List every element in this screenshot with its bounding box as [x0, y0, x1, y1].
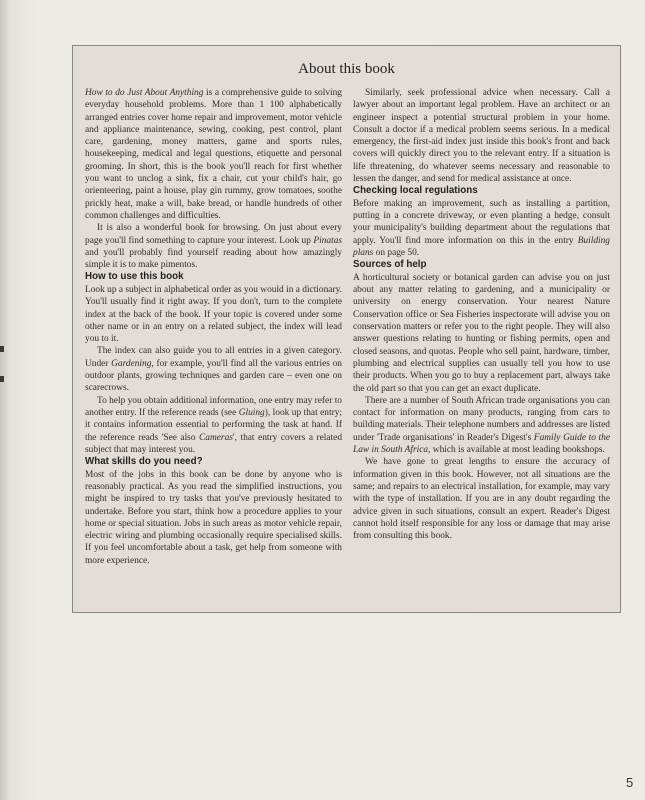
- lookup-paragraph: Look up a subject in alphabetical order as you would in a dictionary. You'll usually find it right away. If you don't, turn to the complete index at the back of the book. If your topic is covered under some other name or in an entry on a related subject, the index will lead you to it.: [85, 284, 342, 345]
- disclaimer-paragraph: We have gone to great lengths to ensure the accuracy of information given in this book. However, not all situations are the same; and repairs to an electrical installation, for example, may vary with the type of installation. If you are in any doubt regarding the advice given in such situations, consult an expert. Reader's Digest cannot hold itself responsible for any loss or damage that may arise from consulting this book.: [353, 457, 610, 542]
- binding-edge-marks: [0, 346, 5, 386]
- heading-sources-of-help: Sources of help: [353, 259, 427, 271]
- sources-paragraph: A horticultural society or botanical garden can advise you on just about any matter relating to gardening, and a municipality or university on energy conservation. Your nearest Nature Conservation office or Sea Fisheries inspectorate will advise you on conservation matters or refer you to the right people. They will also answer questions relating to hunting or fishing permits, open and closed seasons, and quotas. People who sell paint, hardware, timber, plumbing and electrical supplies can usually tell you how to use their products. When you go to buy a replacement part, always take the old part so that you can get an exact duplicate.: [353, 272, 610, 394]
- index-paragraph: The index can also guide you to all entries in a given category. Under Gardening, for example, you'll find all the various entries on outdoor plants, growing techniques and garden care – even one on scarecrows.: [85, 346, 342, 394]
- right-column: [353, 87, 610, 542]
- professional-advice-paragraph: Similarly, seek professional advice when necessary. Call a lawyer about an important legal problem. Have an architect or an engineer inspect a potential structural problem in your home. Consult a doctor if a medical problem seems serious. In a medical emergency, the first-aid index just inside this book's front and back covers will quickly direct you to the relevant entry. If a situation is life threatening, do whatever seems necessary and reasonable to lessen the danger, and send for medical assistance at once.: [353, 88, 610, 185]
- regulations-paragraph: Before making an improvement, such as installing a partition, putting in a concrete driveway, or even planting a hedge, consult your municipality's building department about the regulations that apply. You'll find more information on this in the entry Building plans on page 50.: [353, 198, 610, 259]
- browsing-paragraph: It is also a wonderful book for browsing. On just about every page you'll find something to capture your interest. Look up Pinatas and you'll probably find yourself reading about how amazingly simple it is to make pimentos.: [85, 223, 342, 271]
- trade-organisations-paragraph: There are a number of South African trade organisations you can contact for information on many products, ranging from cars to building materials. Their telephone numbers and addresses are listed under 'Trade organisations' in Reader's Digest's Family Guide to the Law in South Africa, which is available at most leading bookshops.: [353, 395, 610, 456]
- heading-how-to-use: How to use this book: [85, 271, 184, 283]
- intro-paragraph: How to do Just About Anything is a comprehensive guide to solving everyday household problems. More than 1 100 alphabetically arranged entries cover home repair and improvement, motor vehicle and appliance maintenance, sewing, cooking, pest control, plant care, gardening, money matters, game and sports rules, housekeeping, medical and legal questions, etiquette and personal grooming. In short, this is the book you'll reach for first whether you want to unclog a sink, fix a chair, cut your child's hair, go orienteering, paint a house, play gin rummy, grow tomatoes, soothe prickly heat, make a will, bake bread, or handle hundreds of other common challenges and difficulties.: [85, 88, 342, 221]
- left-column: [85, 87, 342, 567]
- page-number: 5: [626, 775, 634, 790]
- page-title: About this book: [298, 61, 395, 77]
- book-title-italic: How to do Just About Anything: [85, 88, 204, 98]
- heading-skills: What skills do you need?: [85, 456, 203, 468]
- heading-local-regulations: Checking local regulations: [353, 185, 478, 197]
- skills-paragraph: Most of the jobs in this book can be done by anyone who is reasonably practical. As you read the simplified instructions, you might be inspired to try tasks that you've previously hesitated to undertake. Before you start, think how a procedure applies to your home or special situation. Jobs in such areas as motor vehicle repair, electric wiring and plumbing occasionally require specialised skills. If you feel uncomfortable about a task, get help from someone with more experience.: [85, 469, 342, 566]
- about-panel: [72, 45, 621, 613]
- references-paragraph: To help you obtain additional information, one entry may refer to another entry. If the reference reads (see Gluing), look up that entry; it contains information essential to performing the task at hand. If the reference reads 'See also Cameras', that entry covers a related subject that may interest you.: [85, 395, 343, 455]
